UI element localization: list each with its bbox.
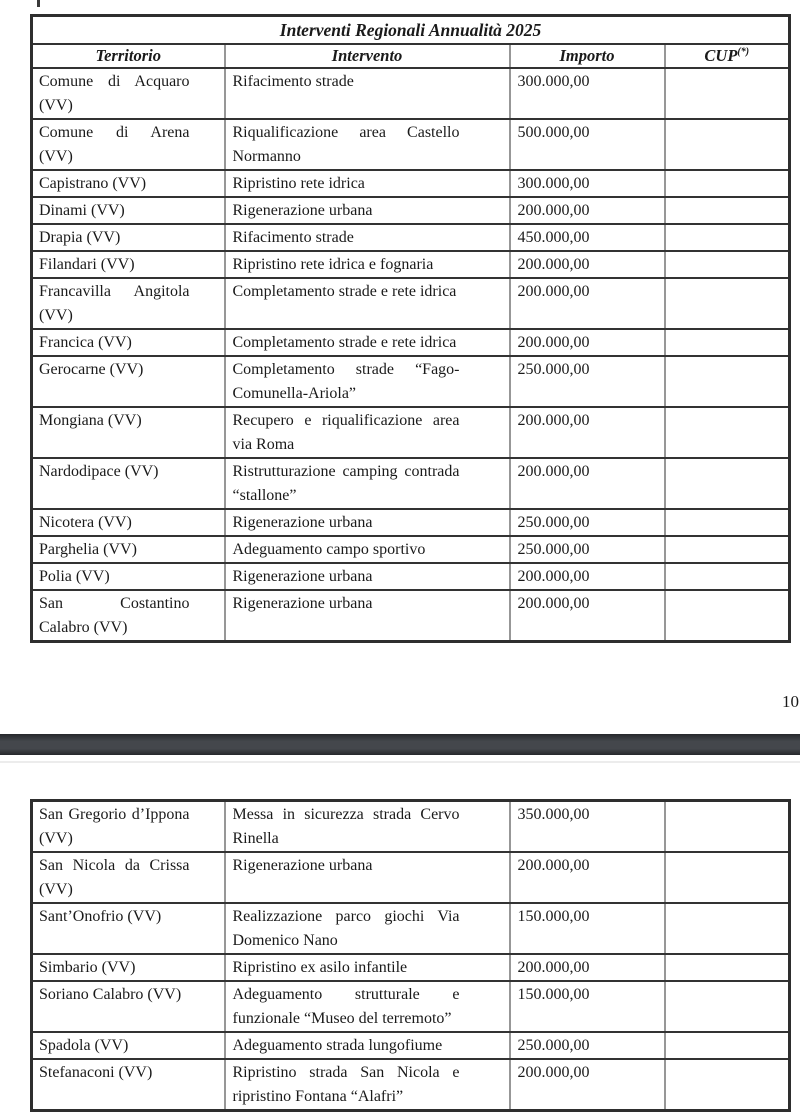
table-row bbox=[32, 356, 790, 407]
importo-cell: 450.000,00 bbox=[510, 224, 665, 251]
territorio-cell: Sant’Onofrio (VV) bbox=[32, 903, 225, 954]
table-row bbox=[32, 590, 790, 642]
intervento-cell: Rigenerazione urbana bbox=[225, 509, 510, 536]
cup-cell bbox=[665, 278, 790, 329]
table-header-row bbox=[32, 44, 790, 68]
cup-cell bbox=[665, 407, 790, 458]
intervento-cell: Rigenerazione urbana bbox=[225, 197, 510, 224]
table-row bbox=[32, 278, 790, 329]
territorio-cell: Spadola (VV) bbox=[32, 1032, 225, 1059]
page-number: 10 bbox=[782, 692, 799, 711]
table-row bbox=[32, 68, 790, 119]
table-row bbox=[32, 197, 790, 224]
table-title: Interventi Regionali Annualità 2025 bbox=[32, 16, 790, 45]
table-row bbox=[32, 1059, 790, 1111]
page-break-bar bbox=[0, 734, 800, 755]
importo-cell: 150.000,00 bbox=[510, 903, 665, 954]
cup-cell bbox=[665, 536, 790, 563]
territorio-cell: Simbario (VV) bbox=[32, 954, 225, 981]
column-header-cup bbox=[665, 44, 790, 68]
cup-cell bbox=[665, 509, 790, 536]
importo-cell: 200.000,00 bbox=[510, 197, 665, 224]
cup-cell bbox=[665, 852, 790, 903]
importo-cell: 150.000,00 bbox=[510, 981, 665, 1032]
table-row bbox=[32, 981, 790, 1032]
importo-cell: 200.000,00 bbox=[510, 458, 665, 509]
intervento-cell: Completamento strade e rete idrica bbox=[225, 329, 510, 356]
territorio-cell: Mongiana (VV) bbox=[32, 407, 225, 458]
intervento-cell: Completamento strade e rete idrica bbox=[225, 278, 510, 329]
table-row bbox=[32, 563, 790, 590]
territorio-cell: Capistrano (VV) bbox=[32, 170, 225, 197]
territorio-cell: Soriano Calabro (VV) bbox=[32, 981, 225, 1032]
cup-cell bbox=[665, 1059, 790, 1111]
importo-cell: 250.000,00 bbox=[510, 536, 665, 563]
intervento-cell: Riqualificazione area Castello Normanno bbox=[225, 119, 510, 170]
territorio-cell: Dinami (VV) bbox=[32, 197, 225, 224]
table-row bbox=[32, 170, 790, 197]
importo-cell: 200.000,00 bbox=[510, 1059, 665, 1111]
column-header-importo: Importo bbox=[510, 44, 665, 68]
importo-cell: 250.000,00 bbox=[510, 509, 665, 536]
territorio-cell: Parghelia (VV) bbox=[32, 536, 225, 563]
intervento-cell: Completamento strade “Fago-Comunella-Ariola” bbox=[225, 356, 510, 407]
importo-cell: 250.000,00 bbox=[510, 356, 665, 407]
territorio-cell: Francavilla Angitola (VV) bbox=[32, 278, 225, 329]
cup-cell bbox=[665, 251, 790, 278]
cup-cell bbox=[665, 356, 790, 407]
cup-cell bbox=[665, 119, 790, 170]
intervento-cell: Realizzazione parco giochi Via Domenico Nano bbox=[225, 903, 510, 954]
page-edge-line bbox=[0, 761, 800, 763]
intervento-cell: Adeguamento campo sportivo bbox=[225, 536, 510, 563]
intervento-cell: Messa in sicurezza strada Cervo Rinella bbox=[225, 801, 510, 853]
table-row bbox=[32, 852, 790, 903]
territorio-cell: Drapia (VV) bbox=[32, 224, 225, 251]
table-title-row bbox=[32, 16, 790, 45]
table-row bbox=[32, 801, 790, 853]
cup-cell bbox=[665, 329, 790, 356]
intervento-cell: Ripristino ex asilo infantile bbox=[225, 954, 510, 981]
cup-cell bbox=[665, 954, 790, 981]
cup-cell bbox=[665, 224, 790, 251]
intervento-cell: Ripristino rete idrica bbox=[225, 170, 510, 197]
cup-cell bbox=[665, 68, 790, 119]
territorio-cell: Stefanaconi (VV) bbox=[32, 1059, 225, 1111]
importo-cell: 250.000,00 bbox=[510, 1032, 665, 1059]
territorio-cell: Comune di Arena (VV) bbox=[32, 119, 225, 170]
interventi-table-page2 bbox=[30, 799, 791, 1112]
table-row bbox=[32, 1032, 790, 1059]
cup-cell bbox=[665, 903, 790, 954]
intervento-cell: Rigenerazione urbana bbox=[225, 563, 510, 590]
table-row bbox=[32, 224, 790, 251]
table-row bbox=[32, 119, 790, 170]
intervento-cell: Adeguamento strada lungofiume bbox=[225, 1032, 510, 1059]
intervento-cell: Ripristino strada San Nicola e ripristino Fontana “Alafri” bbox=[225, 1059, 510, 1111]
cup-footnote-marker: (*) bbox=[737, 46, 750, 58]
interventi-table-page1 bbox=[30, 14, 791, 643]
importo-cell: 200.000,00 bbox=[510, 329, 665, 356]
table-row bbox=[32, 329, 790, 356]
table-row bbox=[32, 407, 790, 458]
territorio-cell: Comune di Acquaro (VV) bbox=[32, 68, 225, 119]
territorio-cell: Polia (VV) bbox=[32, 563, 225, 590]
importo-cell: 200.000,00 bbox=[510, 590, 665, 642]
intervento-cell: Rigenerazione urbana bbox=[225, 590, 510, 642]
importo-cell: 200.000,00 bbox=[510, 251, 665, 278]
importo-cell: 200.000,00 bbox=[510, 563, 665, 590]
intervento-cell: Rigenerazione urbana bbox=[225, 852, 510, 903]
importo-cell: 500.000,00 bbox=[510, 119, 665, 170]
table-row bbox=[32, 954, 790, 981]
territorio-cell: San Gregorio d’Ippona (VV) bbox=[32, 801, 225, 853]
importo-cell: 300.000,00 bbox=[510, 68, 665, 119]
intervento-cell: Ristrutturazione camping contrada “stallone” bbox=[225, 458, 510, 509]
cup-label: CUP bbox=[704, 46, 738, 65]
intervento-cell: Rifacimento strade bbox=[225, 224, 510, 251]
importo-cell: 300.000,00 bbox=[510, 170, 665, 197]
cup-cell bbox=[665, 563, 790, 590]
importo-cell: 200.000,00 bbox=[510, 407, 665, 458]
cup-cell bbox=[665, 197, 790, 224]
importo-cell: 350.000,00 bbox=[510, 801, 665, 853]
territorio-cell: Nicotera (VV) bbox=[32, 509, 225, 536]
cup-cell bbox=[665, 458, 790, 509]
page-artifact-tick bbox=[37, 0, 40, 7]
cup-cell bbox=[665, 981, 790, 1032]
intervento-cell: Recupero e riqualificazione area via Roma bbox=[225, 407, 510, 458]
table-row bbox=[32, 509, 790, 536]
intervento-cell: Adeguamento strutturale e funzionale “Museo del terremoto” bbox=[225, 981, 510, 1032]
cup-cell bbox=[665, 170, 790, 197]
table-row bbox=[32, 251, 790, 278]
column-header-intervento: Intervento bbox=[225, 44, 510, 68]
territorio-cell: Nardodipace (VV) bbox=[32, 458, 225, 509]
cup-cell bbox=[665, 590, 790, 642]
cup-cell bbox=[665, 1032, 790, 1059]
territorio-cell: San Costantino Calabro (VV) bbox=[32, 590, 225, 642]
intervento-cell: Ripristino rete idrica e fognaria bbox=[225, 251, 510, 278]
territorio-cell: Francica (VV) bbox=[32, 329, 225, 356]
importo-cell: 200.000,00 bbox=[510, 278, 665, 329]
cup-cell bbox=[665, 801, 790, 853]
territorio-cell: San Nicola da Crissa (VV) bbox=[32, 852, 225, 903]
intervento-cell: Rifacimento strade bbox=[225, 68, 510, 119]
territorio-cell: Filandari (VV) bbox=[32, 251, 225, 278]
table-row bbox=[32, 458, 790, 509]
column-header-territorio: Territorio bbox=[32, 44, 225, 68]
table-row bbox=[32, 536, 790, 563]
importo-cell: 200.000,00 bbox=[510, 852, 665, 903]
table-row bbox=[32, 903, 790, 954]
importo-cell: 200.000,00 bbox=[510, 954, 665, 981]
territorio-cell: Gerocarne (VV) bbox=[32, 356, 225, 407]
